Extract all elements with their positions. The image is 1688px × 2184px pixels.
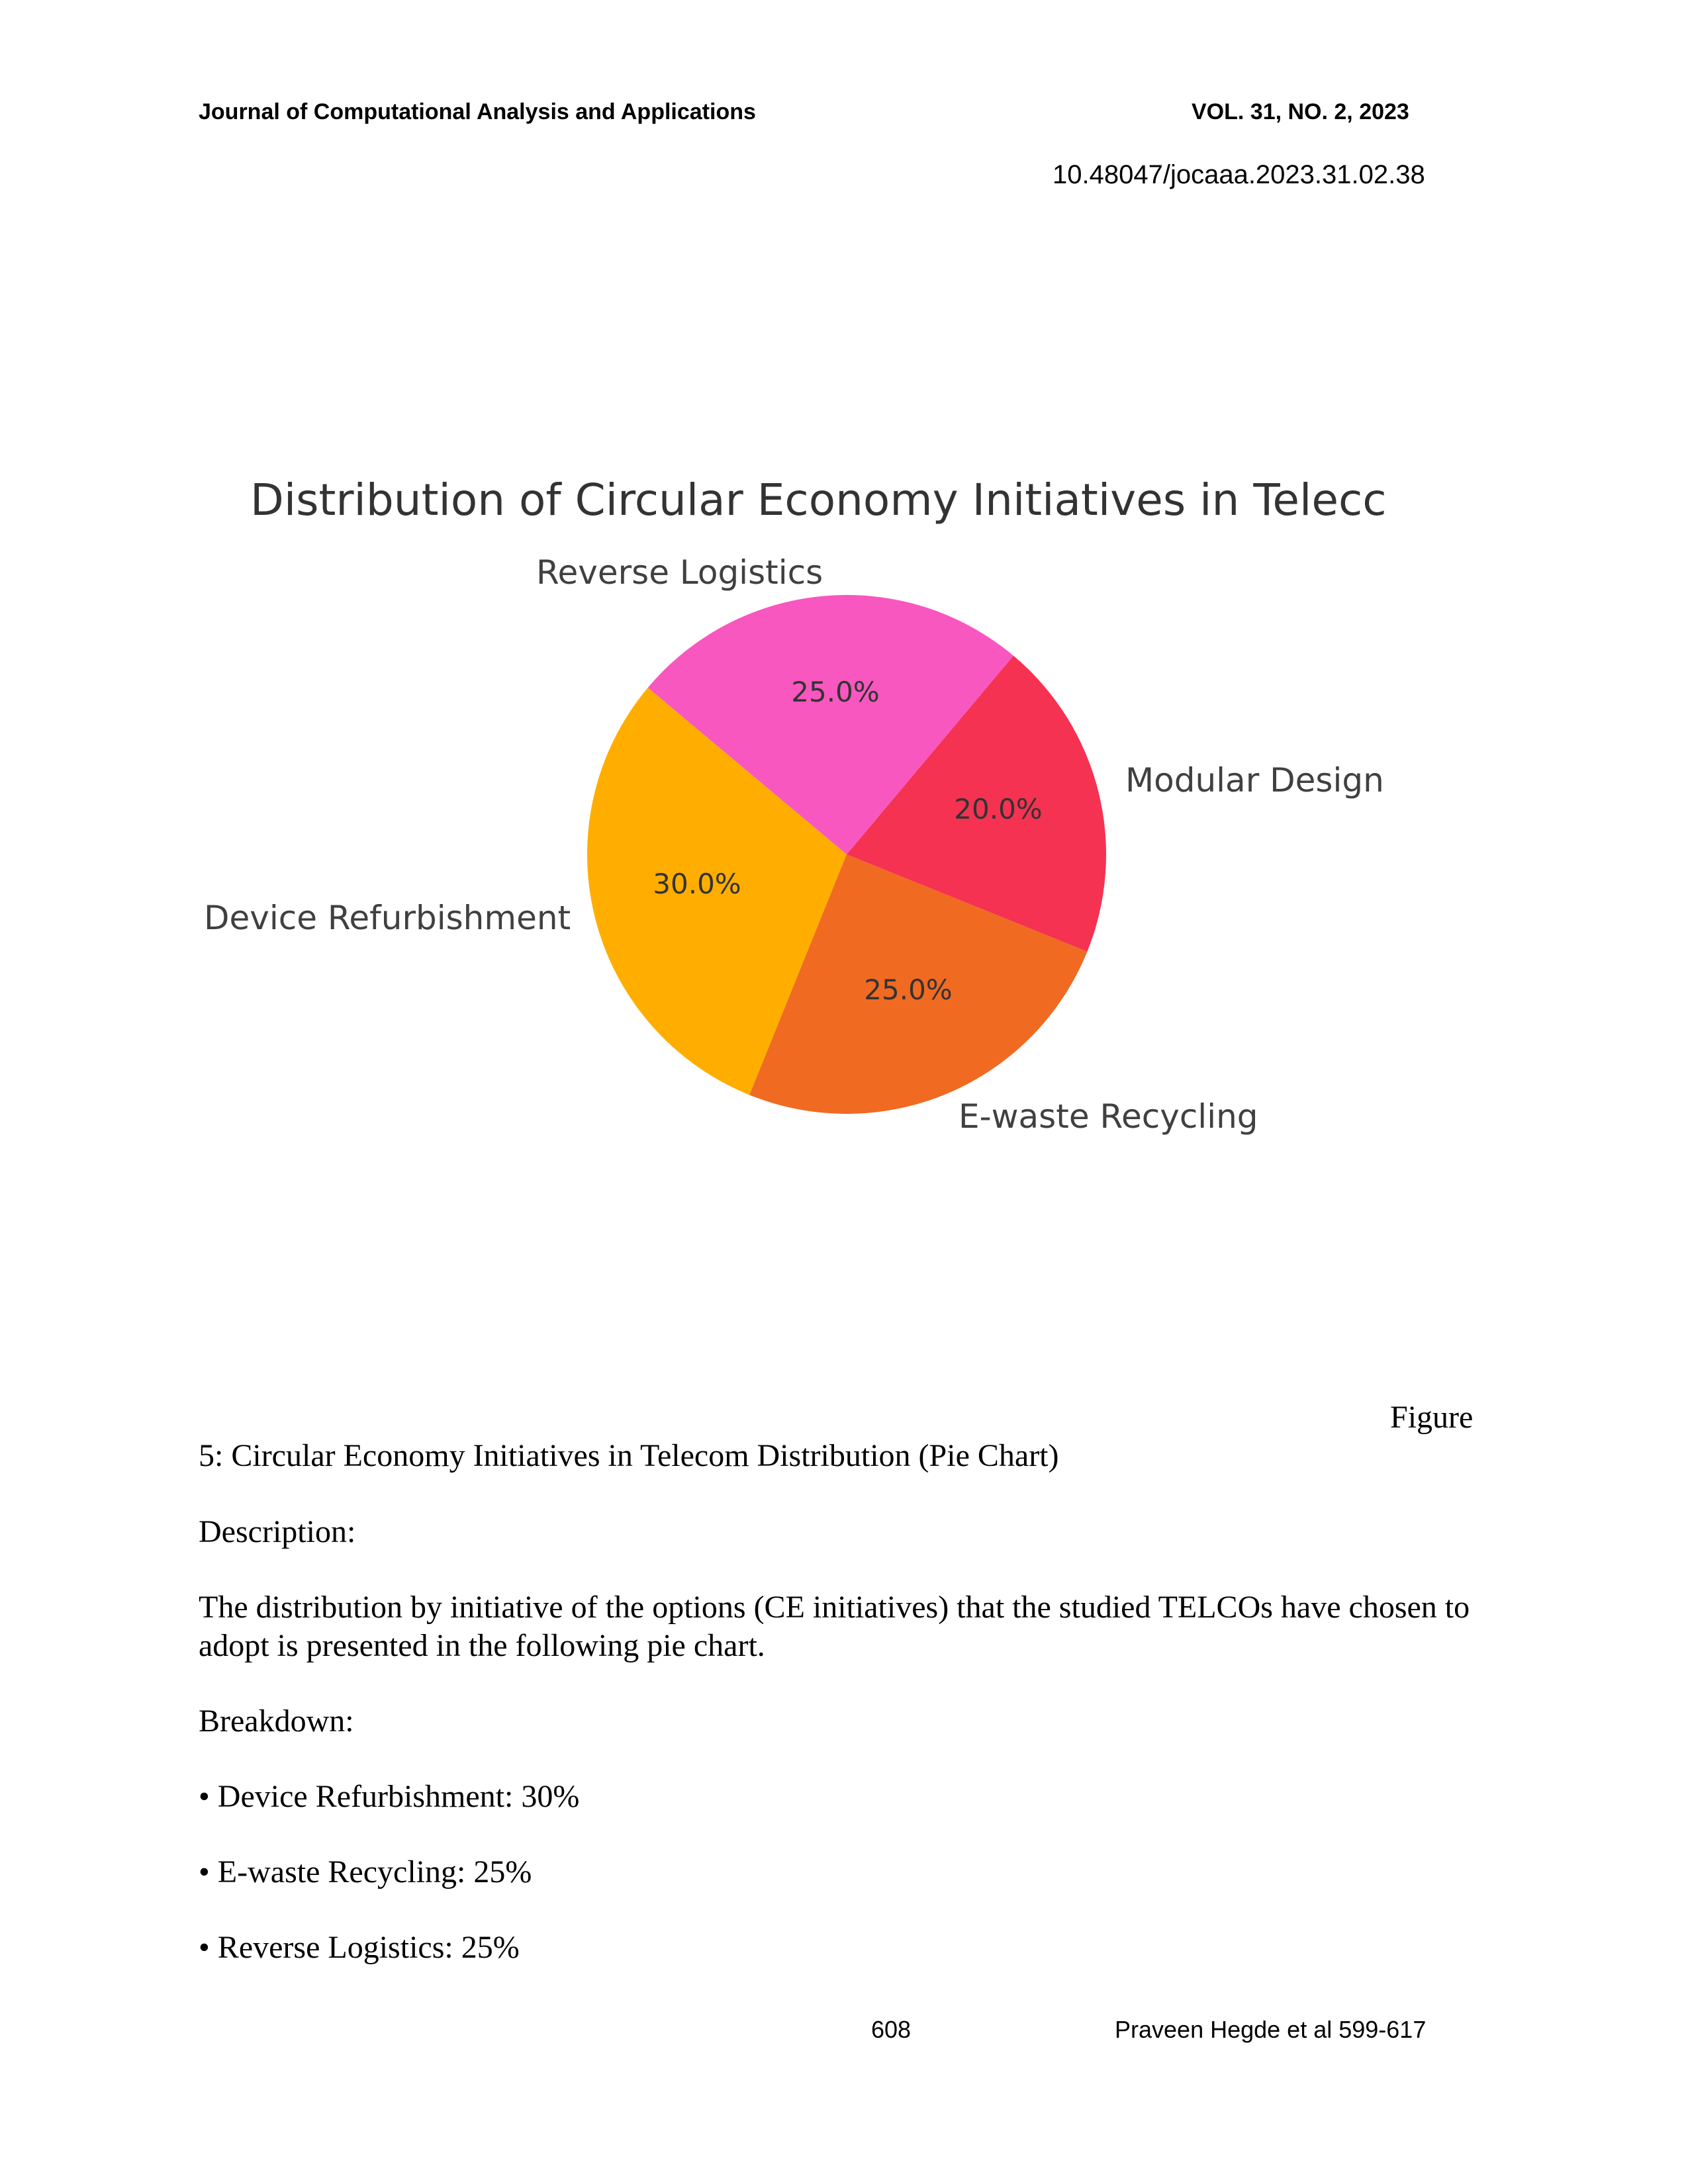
pct-label-modular-design: 20.0% [954,793,1043,825]
pie-slices [587,595,1106,1114]
journal-name: Journal of Computational Analysis and Applications [199,99,756,124]
figure-caption-word: Figure [1390,1400,1474,1435]
pct-label-device-refurbishment: 30.0% [653,868,741,900]
breakdown-item-device-refurbishment: • Device Refurbishment: 30% [199,1779,580,1814]
slice-label-device-refurbishment: Device Refurbishment [204,899,571,937]
volume-issue: VOL. 31, NO. 2, 2023 [1192,99,1409,124]
slice-label-e-waste-recycling: E-waste Recycling [959,1097,1258,1136]
breakdown-item-e-waste-recycling: • E-waste Recycling: 25% [199,1854,532,1889]
pct-label-reverse-logistics: 25.0% [791,676,880,708]
chart-title: Distribution of Circular Economy Initiatives in Telecc [250,475,1387,525]
description-text: The distribution by initiative of the options (CE initiatives) that the studied TELCOs have chosen to adopt is presented in the following pie chart. [199,1590,1470,1663]
doi: 10.48047/jocaaa.2023.31.02.38 [1053,160,1425,189]
breakdown-heading: Breakdown: [199,1704,354,1739]
description-heading: Description: [199,1514,356,1549]
page-number: 608 [871,2016,912,2043]
slice-label-modular-design: Modular Design [1125,761,1384,799]
breakdown-item-reverse-logistics: • Reverse Logistics: 25% [199,1930,520,1965]
figure-caption: 5: Circular Economy Initiatives in Telecom Distribution (Pie Chart) [199,1438,1059,1473]
pct-label-e-waste-recycling: 25.0% [864,974,953,1006]
footer-author: Praveen Hegde et al 599-617 [1115,2016,1427,2043]
slice-label-reverse-logistics: Reverse Logistics [536,553,823,592]
